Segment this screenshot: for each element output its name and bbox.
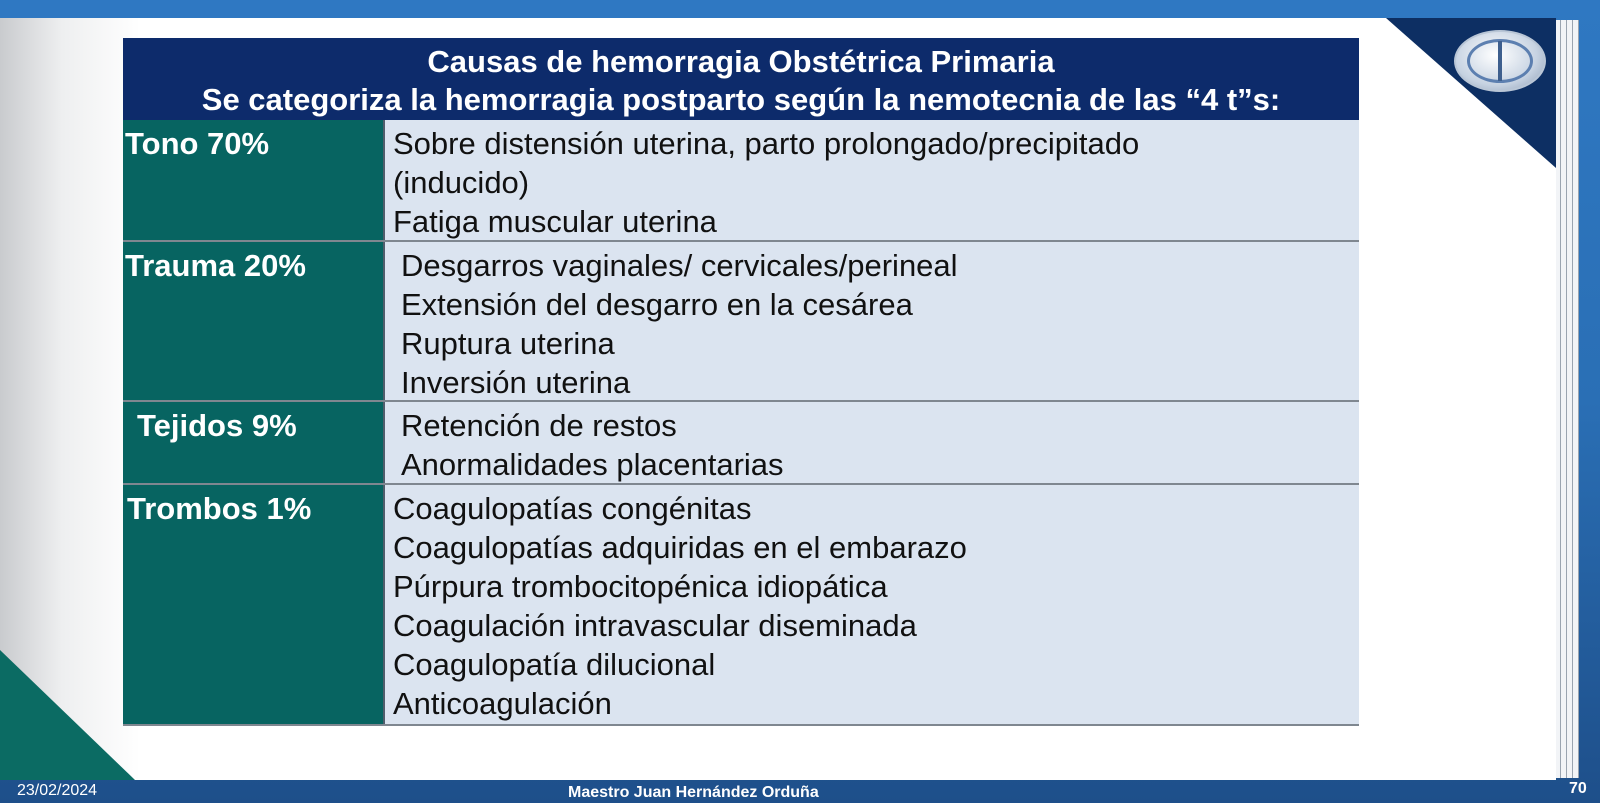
items-cell	[383, 402, 1359, 483]
items-cell	[383, 485, 1359, 724]
page-number: 70	[1569, 780, 1587, 797]
slide	[0, 18, 1556, 780]
slide-subtitle: Se categoriza la hemorragia postparto según la nemotecnia de las “4 t”s:	[201, 82, 1281, 117]
table-row-trauma	[123, 242, 1359, 402]
table-header	[123, 38, 1359, 120]
slide-title: Causas de hemorragia Obstétrica Primaria	[427, 44, 1055, 79]
list-item: Desgarros vaginales/ cervicales/perineal	[401, 248, 958, 283]
list-item: (inducido)	[393, 165, 530, 200]
list-item: Anticoagulación	[393, 686, 612, 721]
table-row-trombos	[123, 485, 1359, 726]
footer-author: Maestro Juan Hernández Orduña	[568, 784, 819, 801]
category-cell: Trauma 20%	[123, 242, 383, 400]
list-item: Coagulopatía dilucional	[393, 647, 716, 682]
list-item: Coagulación intravascular diseminada	[393, 608, 917, 643]
causes-table	[123, 38, 1359, 726]
table-row-tono	[123, 120, 1359, 242]
footer-date: 23/02/2024	[17, 782, 98, 799]
list-item: Anormalidades placentarias	[401, 447, 784, 482]
list-item: Púrpura trombocitopénica idiopática	[393, 569, 888, 604]
list-item: Fatiga muscular uterina	[393, 204, 717, 239]
corner-decoration-bottom-left	[0, 650, 135, 780]
list-item: Inversión uterina	[401, 365, 631, 400]
list-item: Extensión del desgarro en la cesárea	[401, 287, 913, 322]
footer	[0, 780, 1600, 803]
list-item: Coagulopatías congénitas	[393, 491, 752, 526]
category-cell: Tejidos 9%	[123, 402, 383, 483]
items-cell	[383, 120, 1359, 240]
category-cell: Tono 70%	[123, 120, 383, 240]
list-item: Retención de restos	[401, 408, 677, 443]
list-item: Coagulopatías adquiridas en el embarazo	[393, 530, 967, 565]
list-item: Ruptura uterina	[401, 326, 615, 361]
items-cell	[383, 242, 1359, 400]
table-row-tejidos	[123, 402, 1359, 485]
caduceus-logo-icon	[1454, 30, 1546, 92]
list-item: Sobre distensión uterina, parto prolongado/precipitado	[393, 126, 1140, 161]
category-cell: Trombos 1%	[123, 485, 383, 724]
